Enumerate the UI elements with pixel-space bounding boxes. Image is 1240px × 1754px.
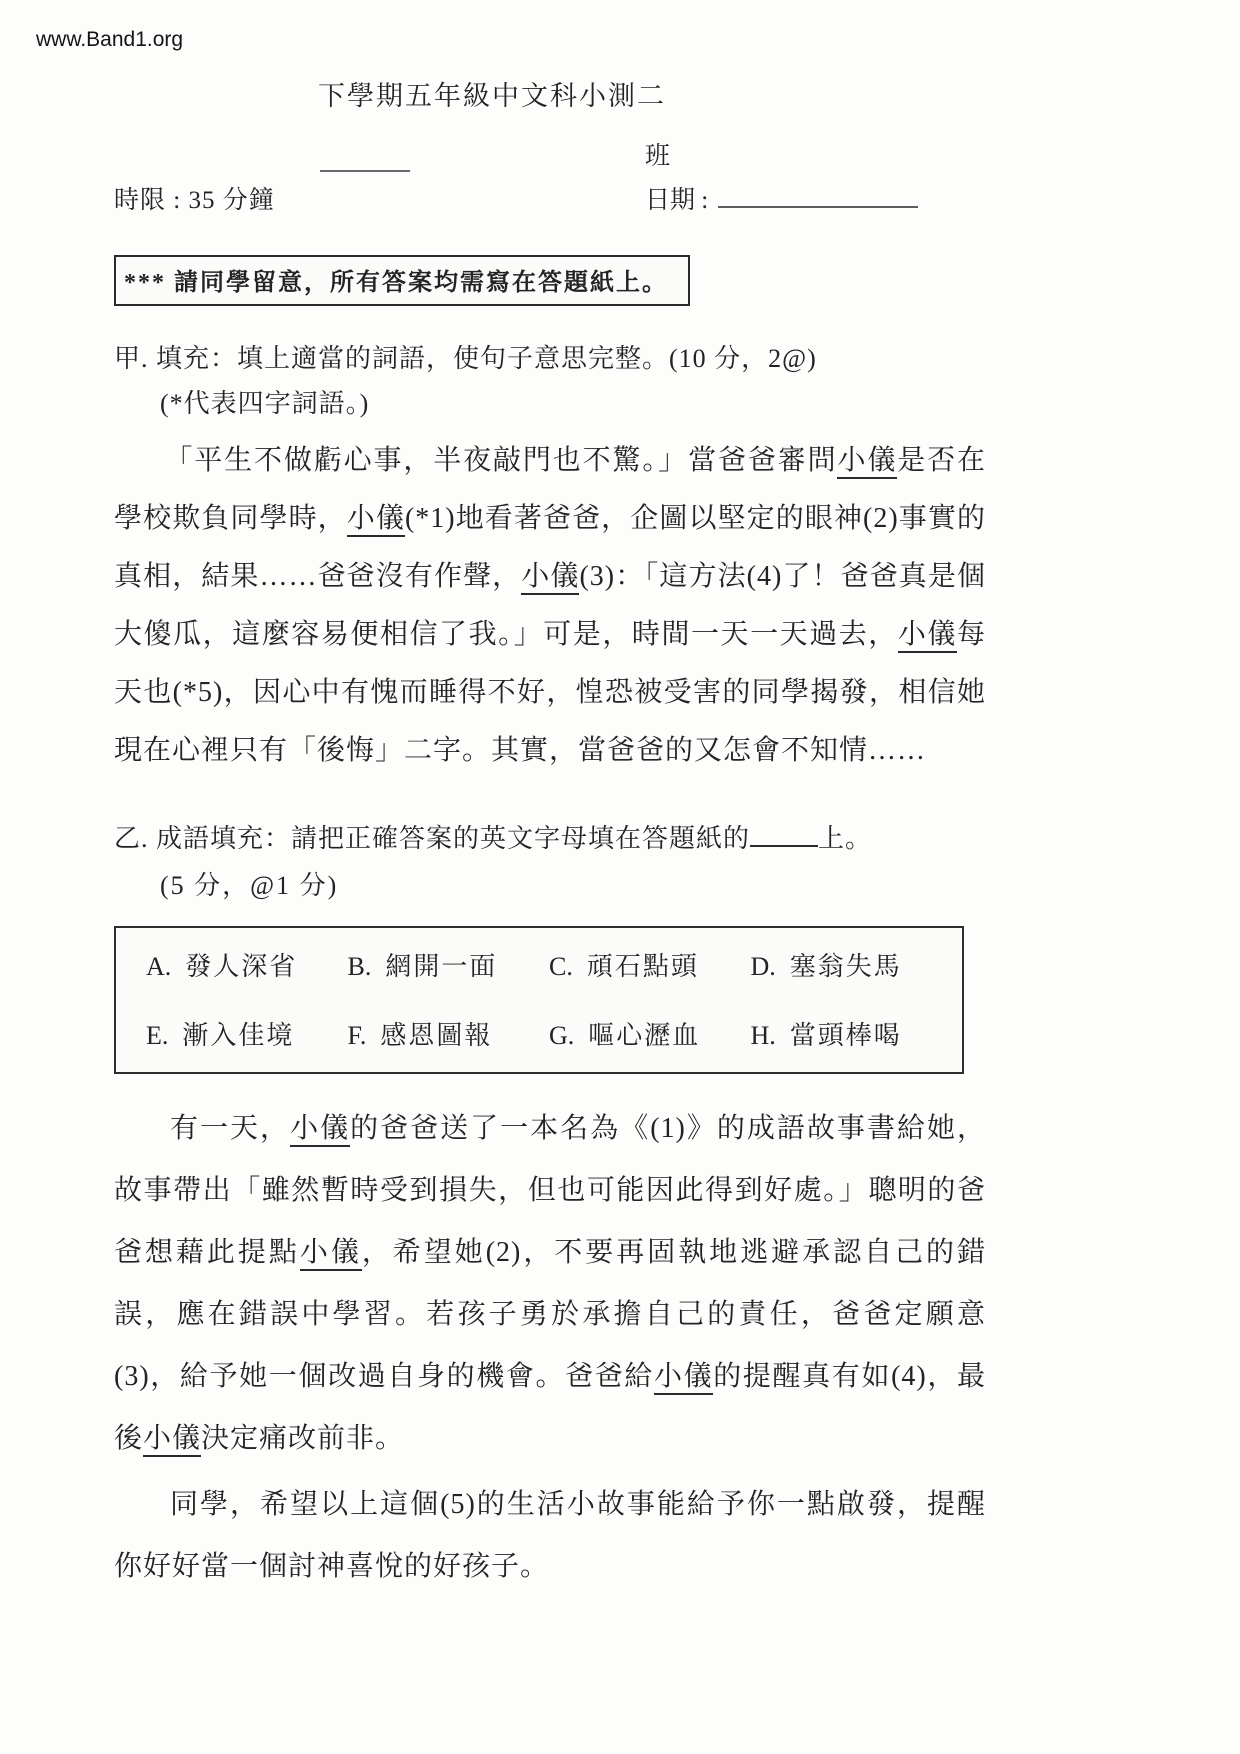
option-item-f [348,1015,550,1052]
time-limit-label: 時限 : 35 分鐘 [114,187,275,214]
date-label: 日期 : [645,187,709,214]
option-letter: E. [146,1021,169,1050]
section-b-closing-paragraph: 同學，希望以上這個(5)的生活小故事能給予你一點啟發，提醒你好好當一個討神喜悅的好孩子。 [114,1489,986,1582]
section-a-heading: 甲. 填充：填上適當的詞語，使句子意思完整。(10 分，2@) [114,344,817,373]
option-item-h [751,1015,953,1052]
option-idiom: 嘔心瀝血 [588,1021,701,1050]
option-idiom: 頑石點頭 [586,952,699,981]
section-b-paragraph: 有一天，小儀的爸爸送了一本名為《(1)》的成語故事書給她，故事帶出「雖然暫時受到損失，但也可能因此得到好處。」聰明的爸爸想藉此提點小儀，希望她(2)，不要再固執地逃避承認自己的錯誤，應在錯誤中學習。若孩子勇於承擔自己的責任，爸爸定願意(3)，給予她一個改過自身的機會。爸爸給小儀的提醒真有如(4)，最後小儀決定痛改前非。 [114,1098,986,1470]
class-label: 班 [645,143,671,170]
option-item-a [146,946,348,983]
option-letter: D. [750,952,776,981]
option-item-e [146,1015,348,1052]
section-b-note: (5 分，@1 分) [160,871,339,900]
option-letter: B. [347,952,372,981]
option-letter: A. [146,952,172,981]
option-item-d [751,946,953,983]
option-idiom: 塞翁失馬 [789,952,902,981]
section-a-note: (*代表四字詞語。) [160,389,370,418]
option-idiom: 漸入佳境 [182,1021,295,1050]
section-a-paragraph: 「平生不做虧心事，半夜敲門也不驚。」當爸爸審問小儀是否在學校欺負同學時，小儀(*1)地看著爸爸，企圖以堅定的眼神(2)事實的真相，結果……爸爸沒有作聲，小儀(3)：「這方法(4)了！爸爸真是個大傻瓜，這麼容易便相信了我。」可是，時間一天一天過去，小儀每天也(*5)，因心中有愧而睡得不好，惶恐被受害的同學揭發，相信她現在心裡只有「後悔」二字。其實，當爸爸的又怎會不知情…… [114,445,986,766]
option-idiom: 網開一面 [385,952,498,981]
option-letter: F. [347,1021,367,1050]
notice-box [114,255,690,306]
date-blank-line [718,184,918,208]
notice-text: *** 請同學留意，所有答案均需寫在答題紙上。 [124,270,668,296]
site-url: www.Band1.org [36,28,184,51]
paper-body [114,338,986,1598]
page-title: 下學期五年級中文科小測二 [318,81,666,111]
option-letter: G. [549,1021,575,1050]
idiom-options-box [114,926,964,1074]
option-letter: H. [750,1021,776,1050]
title-blank-line [320,150,410,172]
option-item-c [549,946,751,983]
option-item-b [348,946,550,983]
date-row [645,180,918,216]
option-letter: C. [549,952,573,981]
option-idiom: 發人深省 [185,952,298,981]
section-b-heading: 乙. 成語填充：請把正確答案的英文字母填在答題紙的 上。 [114,818,986,855]
option-idiom: 感恩圖報 [380,1021,493,1050]
option-idiom: 當頭棒喝 [789,1021,902,1050]
option-item-g [549,1015,751,1052]
